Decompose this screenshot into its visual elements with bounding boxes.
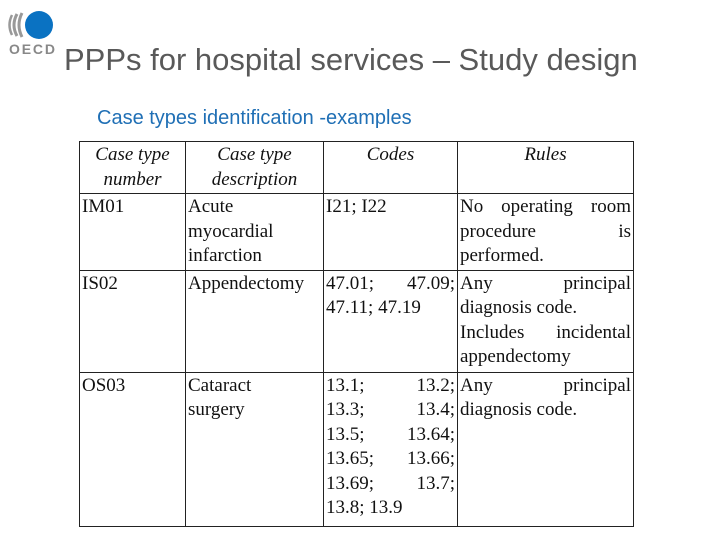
header-line: Case type [95,144,170,165]
case-types-table [79,141,634,527]
case-type-description [186,372,324,526]
slide-subtitle: Case types identification -examples [97,107,412,129]
text-line: Any principal [460,374,631,396]
header-line: Codes [366,144,415,165]
text-line: 13.1; 13.2; [326,374,455,396]
case-type-number: IM01 [80,194,186,271]
header-line: Rules [524,144,567,165]
svg-text:OECD: OECD [9,41,55,57]
text-line: myocardial [188,220,274,242]
text-line: surgery [188,399,245,420]
text-line: diagnosis code. [460,399,578,420]
table-header-row [80,142,634,194]
text-line: 13.69; 13.7; [326,472,455,494]
text-line: performed. [460,245,544,266]
codes-cell [324,270,458,372]
oecd-logo [8,8,58,58]
text-line: 13.8; 13.9 [326,497,403,518]
text-line: appendectomy [460,346,571,367]
codes-cell [324,372,458,526]
text-line: 13.5; 13.64; [326,423,455,445]
text-line: 13.65; 13.66; [326,448,455,469]
rules-cell [458,194,634,271]
header-line: Case type [217,144,292,165]
text-line: 13.3; 13.4; [326,399,455,420]
case-type-description [186,270,324,372]
header-line: number [103,168,162,190]
case-type-number: IS02 [80,270,186,372]
text-line: Acute [188,196,234,217]
column-header [458,142,634,194]
column-header [80,142,186,194]
table-row [80,194,634,271]
text-line: procedure is [460,220,631,242]
text-line: Appendectomy [188,272,305,294]
text-line: Any principal [460,272,631,294]
case-type-number: OS03 [80,372,186,526]
column-header [324,142,458,194]
text-line: I21; I22 [326,196,387,217]
slide-title: PPPs for hospital services – Study design [64,42,638,77]
rules-cell [458,372,634,526]
text-line: 47.01; 47.09; [326,272,455,294]
codes-cell [324,194,458,271]
text-line: 47.11; 47.19 [326,297,421,318]
column-header [186,142,324,194]
table-row [80,270,634,372]
text-line: infarction [188,245,262,266]
table-row [80,372,634,526]
case-type-description [186,194,324,271]
header-line: description [211,168,298,190]
text-line: diagnosis code. [460,297,578,318]
text-line: Cataract [188,374,252,396]
text-line: No operating room [460,196,631,217]
text-line: Includes incidental [460,321,631,343]
rules-cell [458,270,634,372]
